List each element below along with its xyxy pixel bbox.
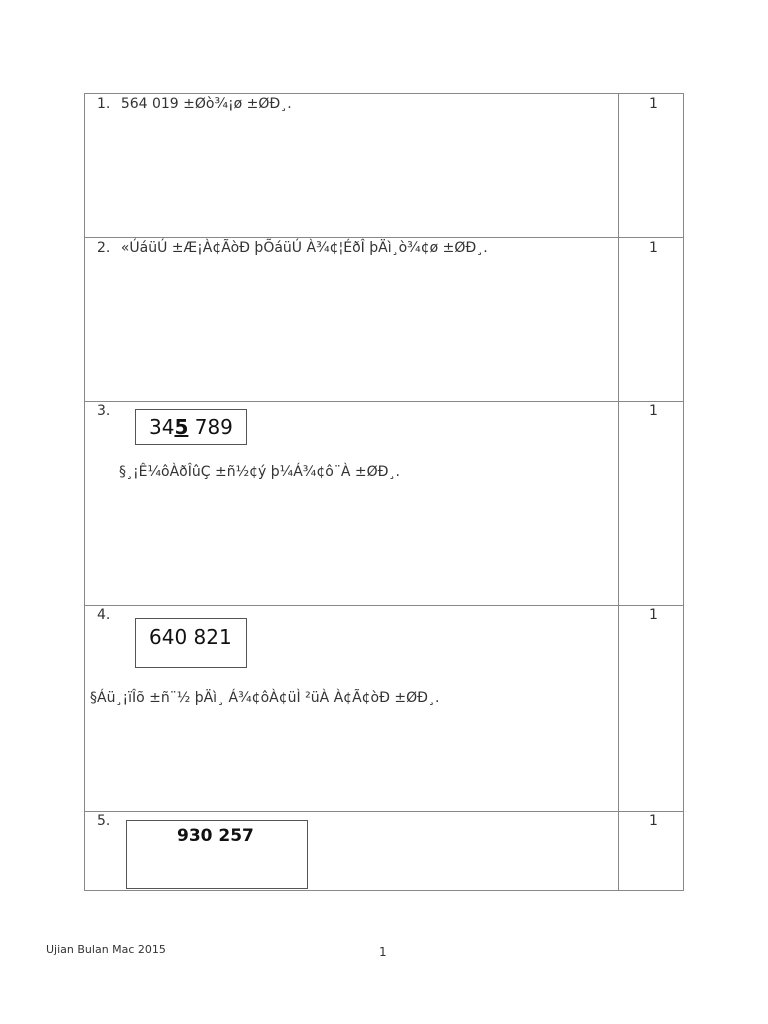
question-table [84, 93, 684, 891]
question-mark: 1 [649, 607, 658, 623]
footer-page-number: 1 [379, 945, 387, 959]
question-row-1 [85, 94, 683, 238]
number-box [126, 820, 308, 889]
footer-exam-title: Ujian Bulan Mac 2015 [46, 943, 166, 956]
number-box [135, 618, 247, 668]
question-row-2 [85, 238, 683, 402]
question-number: 2. [97, 240, 111, 256]
number-suffix: 789 [188, 415, 233, 439]
underlined-digit: 5 [174, 415, 189, 439]
number-value: 930 257 [177, 826, 254, 846]
question-text: 564 019 ±Øò¾¡ø ±ØÐ¸. [120, 96, 292, 112]
question-row-3 [85, 402, 683, 606]
number-value: 640 821 [149, 625, 232, 649]
question-2 [97, 240, 488, 256]
question-1 [97, 96, 292, 112]
question-mark: 1 [649, 240, 658, 256]
question-mark: 1 [649, 96, 658, 112]
number-box [135, 409, 247, 445]
question-row-5 [85, 812, 683, 890]
number-prefix: 34 [149, 415, 175, 439]
question-text: §Áü¸¡ïÎõ ±ñ¨½ þÄì¸ Á¾¢ôÀ¢üÌ ²üÀ À¢Ã¢òÐ ±ØÐ¸. [90, 690, 440, 706]
question-row-4 [85, 606, 683, 812]
question-text: §¸¡Ê¼ôÀðÎûÇ ±ñ½¢ý þ¼Á¾¢ô¨À ±ØÐ¸. [119, 464, 400, 480]
question-number: 4. [97, 607, 111, 623]
question-number: 1. [97, 96, 111, 112]
question-number: 3. [97, 403, 111, 419]
question-mark: 1 [649, 813, 658, 829]
question-mark: 1 [649, 403, 658, 419]
number-value [149, 415, 233, 439]
question-number: 5. [97, 813, 111, 829]
question-text: «ÚáüÚ ±Æ¡À¢ÃòÐ þÕáüÚ À¾¢¦ÉðÎ þÄì¸ò¾¢ø ±ØÐ¸. [120, 240, 488, 256]
